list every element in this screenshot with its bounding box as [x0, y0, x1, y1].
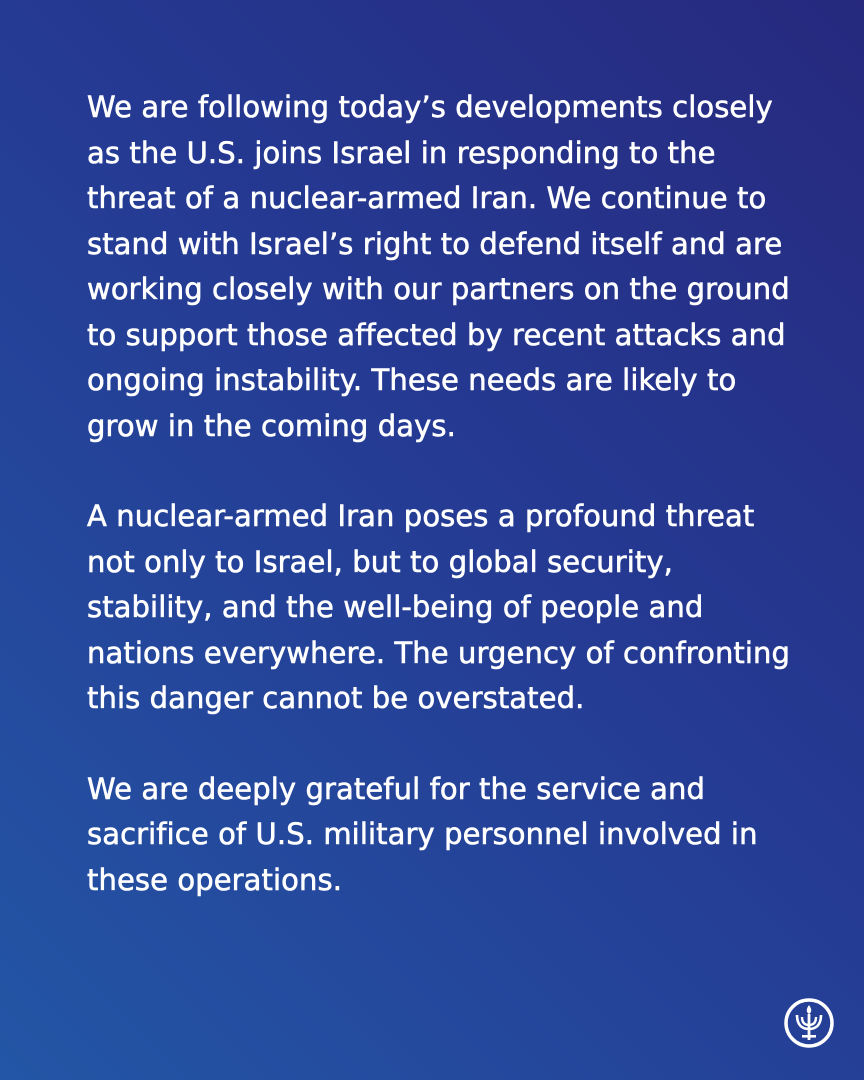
statement-paragraph-1: We are following today’s developments closely as the U.S. joins Israel in responding to the threat of a nuclear-armed Iran. We continue to stand with Israel’s right to defend itself and are working closely with our partners on the ground to support those affected by recent attacks and ongoing instability. These needs are likely to grow in the coming days. — [87, 90, 790, 443]
menorah-logo-icon — [783, 997, 835, 1049]
menorah-logo-svg — [783, 997, 835, 1049]
statement-text — [87, 85, 807, 903]
statement-paragraph-3: We are deeply grateful for the service and sacrifice of U.S. military personnel involved in these operations. — [87, 771, 758, 897]
statement-paragraph-2: A nuclear-armed Iran poses a profound threat not only to Israel, but to global security, stability, and the well-being of people and nations everywhere. The urgency of confronting this danger cannot be overstated. — [87, 499, 791, 715]
